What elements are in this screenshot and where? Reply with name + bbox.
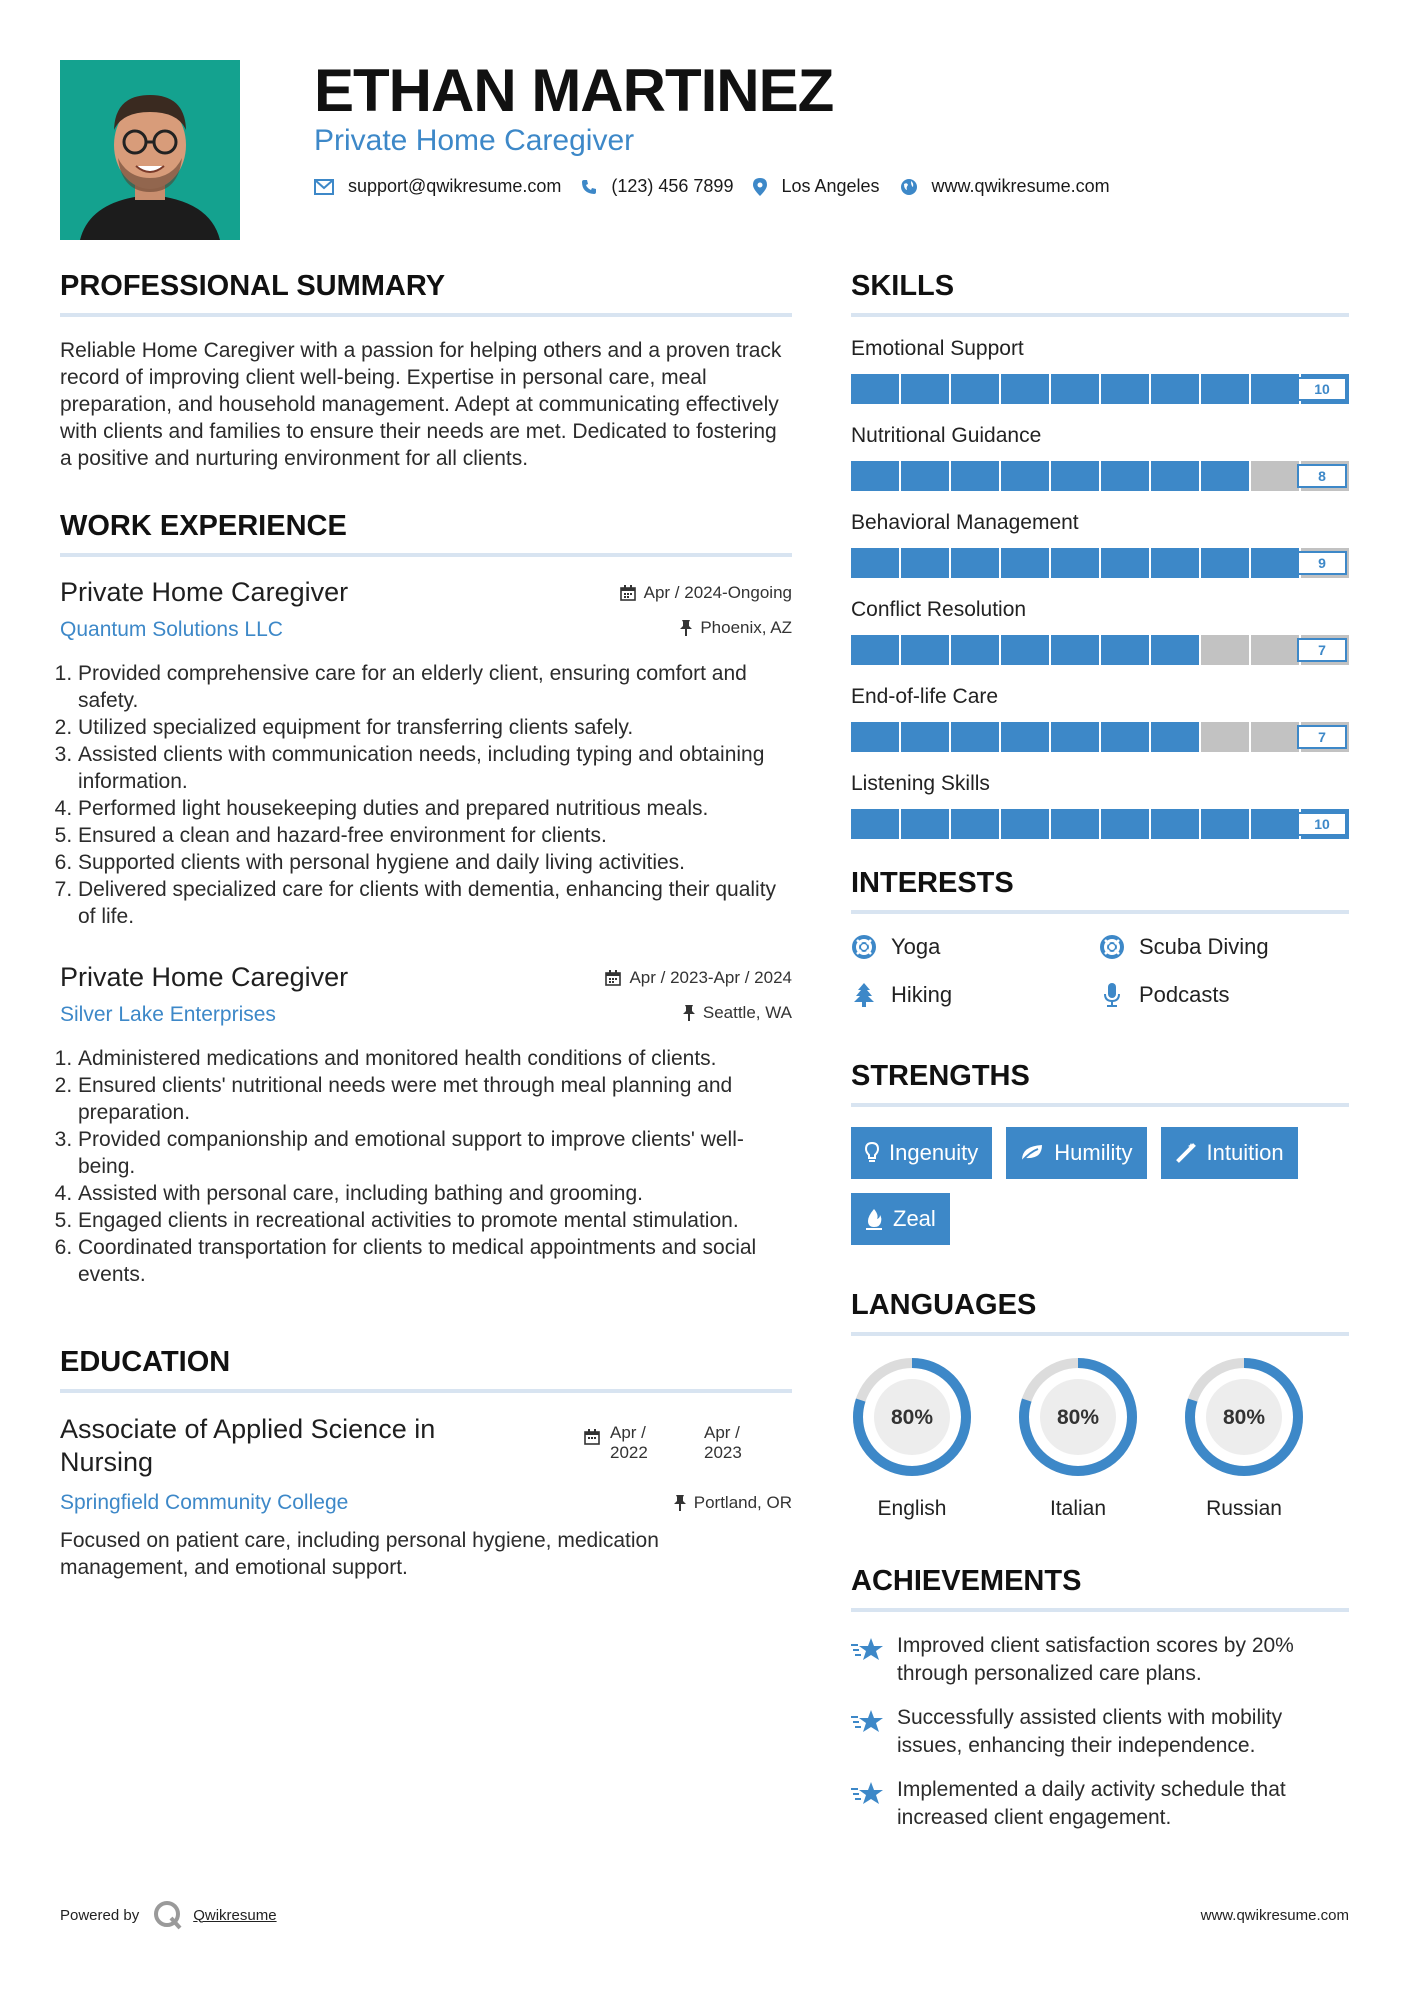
skill-bar-segment xyxy=(951,635,999,665)
skill-bar-segment xyxy=(1251,374,1299,404)
skill-bar-segment xyxy=(1101,374,1149,404)
interest-label: Yoga xyxy=(891,934,941,959)
summary-text: Reliable Home Caregiver with a passion for helping others and a proven track record of improving client well-being. Expertise in personal care, meal preparation, and household management. Adept at communicating effectively with clients and families to ensure their needs are met. Dedicated to fostering a positive and nurturing environment for all clients. xyxy=(60,339,782,470)
job-company: Silver Lake Enterprises xyxy=(60,1003,276,1026)
skill-bar-segment xyxy=(1001,809,1049,839)
achievement-item xyxy=(851,1632,1349,1688)
interest-label: Hiking xyxy=(891,982,953,1007)
skill-bar-segment xyxy=(851,722,899,752)
section-divider xyxy=(60,1389,792,1393)
profile-photo xyxy=(60,60,240,240)
job-duties xyxy=(60,660,792,930)
achievement-item xyxy=(851,1704,1349,1760)
strengths-heading: STRENGTHS xyxy=(851,1060,1030,1092)
job-location xyxy=(680,618,792,638)
globe-icon xyxy=(900,178,918,196)
skill-bar-segment xyxy=(1001,635,1049,665)
list-item: 6. Supported clients with personal hygiene and daily living activities. xyxy=(78,849,792,876)
education-start-date: Apr / 2022 xyxy=(610,1423,648,1462)
school-name: Springfield Community College xyxy=(60,1491,349,1514)
job-date-text: Apr / 2024-Ongoing xyxy=(643,583,792,602)
skill-level-value: 10 xyxy=(1297,377,1347,401)
right-column xyxy=(851,270,1349,1848)
skill-bar-segment xyxy=(1251,548,1299,578)
job-date-text: Apr / 2023-Apr / 2024 xyxy=(629,968,792,987)
pushpin-icon xyxy=(674,1495,686,1511)
job-title: Private Home Caregiver xyxy=(60,962,349,992)
interest-item xyxy=(851,982,1099,1008)
language-percent: 80% xyxy=(1222,1406,1266,1429)
skill-bar-segment xyxy=(1251,722,1299,752)
pushpin-icon xyxy=(680,620,692,636)
pushpin-icon xyxy=(683,1005,695,1021)
skill-bar-segment xyxy=(951,374,999,404)
list-item: 3. Provided companionship and emotional support to improve clients' well-being. xyxy=(78,1126,792,1180)
interests-heading: INTERESTS xyxy=(851,867,1014,899)
strength-tag xyxy=(851,1193,950,1245)
contact-location: Los Angeles xyxy=(781,176,880,196)
contact-phone[interactable]: (123) 456 7899 xyxy=(611,176,734,196)
skill-bar-segment xyxy=(1251,635,1299,665)
candidate-name: ETHAN MARTINEZ xyxy=(314,57,834,124)
languages-list xyxy=(851,1356,1349,1521)
degree-title: Associate of Applied Science in Nursing xyxy=(60,1414,436,1477)
experience-heading: WORK EXPERIENCE xyxy=(60,510,347,542)
contact-email[interactable]: support@qwikresume.com xyxy=(348,176,562,196)
powered-by-text: Powered by xyxy=(60,1906,140,1924)
job-location-text: Phoenix, AZ xyxy=(700,618,792,637)
interest-label: Podcasts xyxy=(1139,982,1230,1007)
skill-item xyxy=(851,337,1349,404)
skill-name: Behavioral Management xyxy=(851,511,1079,534)
skill-level-bar xyxy=(851,809,1349,839)
skill-name: End-of-life Care xyxy=(851,685,999,708)
skill-bar-segment xyxy=(1051,461,1099,491)
skill-bar-segment xyxy=(1001,374,1049,404)
list-item: 5. Ensured a clean and hazard-free environment for clients. xyxy=(78,822,792,849)
skill-bar-segment xyxy=(1101,722,1149,752)
skill-bar-segment xyxy=(1151,461,1199,491)
strength-label: Ingenuity xyxy=(889,1140,979,1165)
language-progress-ring xyxy=(1183,1356,1305,1478)
skill-bar-segment xyxy=(1151,374,1199,404)
skill-level-bar xyxy=(851,461,1349,491)
language-item xyxy=(1017,1356,1139,1521)
interest-item xyxy=(1099,982,1349,1008)
achievement-text: Improved client satisfaction scores by 20% through personalized care plans. xyxy=(897,1634,1294,1685)
skill-bar-segment xyxy=(1201,722,1249,752)
skill-bar-segment xyxy=(1051,374,1099,404)
skill-level-value: 8 xyxy=(1297,464,1347,488)
job-location xyxy=(683,1003,792,1023)
language-item xyxy=(1183,1356,1305,1521)
strengths-list xyxy=(851,1127,1349,1245)
section-divider xyxy=(851,313,1349,317)
strength-tag xyxy=(851,1127,992,1179)
job-duties xyxy=(60,1045,792,1288)
achievement-item xyxy=(851,1776,1349,1832)
skill-bar-segment xyxy=(901,461,949,491)
skill-bar-segment xyxy=(851,548,899,578)
leaf-icon xyxy=(1020,1144,1044,1162)
footer-website[interactable]: www.qwikresume.com xyxy=(1200,1907,1349,1924)
skill-bar-segment xyxy=(1201,635,1249,665)
job-date xyxy=(620,583,792,603)
job-entry xyxy=(60,577,792,930)
qwikresume-logo-icon xyxy=(153,1900,183,1930)
skill-item xyxy=(851,772,1349,839)
skill-level-value: 7 xyxy=(1297,725,1347,749)
skill-bar-segment xyxy=(1201,374,1249,404)
languages-heading: LANGUAGES xyxy=(851,1289,1037,1321)
achievement-text: Successfully assisted clients with mobility issues, enhancing their independence. xyxy=(897,1706,1283,1757)
skill-bar-segment xyxy=(851,461,899,491)
lifebuoy-icon xyxy=(851,934,877,960)
skill-bar-segment xyxy=(1051,809,1099,839)
phone-icon xyxy=(581,179,597,195)
list-item: 4. Performed light housekeeping duties and prepared nutritious meals. xyxy=(78,795,792,822)
skill-item xyxy=(851,598,1349,665)
language-name: Russian xyxy=(1206,1497,1282,1520)
skill-bar-segment xyxy=(1101,635,1149,665)
skill-bar-segment xyxy=(901,548,949,578)
skill-bar-segment xyxy=(951,548,999,578)
language-name: Italian xyxy=(1049,1497,1107,1520)
language-name: English xyxy=(877,1497,947,1520)
job-entry xyxy=(60,962,792,1288)
section-divider xyxy=(851,1608,1349,1612)
skill-bar-segment xyxy=(901,635,949,665)
language-percent: 80% xyxy=(1056,1406,1100,1429)
list-item: 1. Provided comprehensive care for an elderly client, ensuring comfort and safety. xyxy=(78,660,792,714)
skill-bar-segment xyxy=(1001,461,1049,491)
skill-bar-segment xyxy=(1251,809,1299,839)
skill-level-bar xyxy=(851,635,1349,665)
lightbulb-icon xyxy=(865,1142,879,1164)
education-dates xyxy=(584,1423,758,1463)
skill-bar-segment xyxy=(1201,809,1249,839)
job-title: Private Home Caregiver xyxy=(60,577,349,607)
skill-bar-segment xyxy=(851,809,899,839)
school-location-text: Portland, OR xyxy=(693,1493,792,1512)
left-column xyxy=(60,270,792,1581)
skill-level-value: 9 xyxy=(1297,551,1347,575)
job-company: Quantum Solutions LLC xyxy=(60,618,283,641)
skill-level-value: 10 xyxy=(1297,812,1347,836)
achievements-heading: ACHIEVEMENTS xyxy=(851,1565,1082,1597)
list-item: 7. Delivered specialized care for clients with dementia, enhancing their quality of life. xyxy=(78,876,792,930)
interest-label: Scuba Diving xyxy=(1139,934,1269,959)
skill-bar-segment xyxy=(901,722,949,752)
strength-label: Intuition xyxy=(1206,1140,1284,1165)
section-divider xyxy=(851,910,1349,914)
language-progress-ring xyxy=(851,1356,973,1478)
section-divider xyxy=(60,313,792,317)
list-item: 3. Assisted clients with communication needs, including typing and obtaining information. xyxy=(78,741,792,795)
tree-icon xyxy=(851,982,877,1008)
skill-bar-segment xyxy=(1251,461,1299,491)
language-percent: 80% xyxy=(890,1406,934,1429)
contact-website[interactable]: www.qwikresume.com xyxy=(931,176,1110,196)
strength-label: Zeal xyxy=(893,1206,936,1231)
skill-bar-segment xyxy=(851,635,899,665)
list-item: 6. Coordinated transportation for clients to medical appointments and social events. xyxy=(78,1234,792,1288)
section-divider xyxy=(851,1332,1349,1336)
education-heading: EDUCATION xyxy=(60,1346,231,1378)
calendar-icon xyxy=(620,585,636,601)
skill-level-bar xyxy=(851,722,1349,752)
strength-label: Humility xyxy=(1054,1140,1133,1165)
skill-bar-segment xyxy=(901,374,949,404)
skill-bar-segment xyxy=(1001,722,1049,752)
skill-bar-segment xyxy=(1101,809,1149,839)
skill-level-bar xyxy=(851,374,1349,404)
skill-item xyxy=(851,424,1349,491)
flame-icon xyxy=(865,1208,883,1230)
language-item xyxy=(851,1356,973,1521)
education-description: Focused on patient care, including personal hygiene, medication management, and emotional support. xyxy=(60,1529,659,1579)
skill-bar-segment xyxy=(851,374,899,404)
skill-name: Emotional Support xyxy=(851,337,1024,360)
skill-bar-segment xyxy=(951,722,999,752)
skill-item xyxy=(851,685,1349,752)
section-divider xyxy=(60,553,792,557)
skill-name: Conflict Resolution xyxy=(851,598,1027,621)
skill-bar-segment xyxy=(1151,722,1199,752)
lifebuoy-icon xyxy=(1099,934,1125,960)
achievement-text: Implemented a daily activity schedule that increased client engagement. xyxy=(897,1778,1286,1829)
skill-name: Listening Skills xyxy=(851,772,990,795)
skill-item xyxy=(851,511,1349,578)
magic-wand-icon xyxy=(1175,1142,1197,1164)
section-divider xyxy=(851,1103,1349,1107)
skill-level-value: 7 xyxy=(1297,638,1347,662)
job-date xyxy=(605,968,792,988)
candidate-role: Private Home Caregiver xyxy=(314,124,635,157)
skill-bar-segment xyxy=(1151,809,1199,839)
skills-heading: SKILLS xyxy=(851,270,955,302)
microphone-icon xyxy=(1099,982,1125,1008)
education-end-date: Apr / 2023 xyxy=(704,1423,742,1462)
footer-powered-by xyxy=(60,1900,277,1930)
star-icon xyxy=(851,1632,885,1669)
calendar-icon xyxy=(584,1429,600,1445)
map-marker-icon xyxy=(753,178,767,196)
envelope-icon xyxy=(314,179,334,195)
brand-link[interactable]: Qwikresume xyxy=(193,1906,277,1924)
star-icon xyxy=(851,1776,885,1813)
skills-list xyxy=(851,337,1349,839)
list-item: 4. Assisted with personal care, including bathing and grooming. xyxy=(78,1180,792,1207)
skill-bar-segment xyxy=(1201,548,1249,578)
skill-bar-segment xyxy=(1001,548,1049,578)
calendar-icon xyxy=(605,970,621,986)
skill-bar-segment xyxy=(1201,461,1249,491)
school-location xyxy=(674,1493,792,1513)
skill-bar-segment xyxy=(1051,635,1099,665)
skill-bar-segment xyxy=(1101,548,1149,578)
education-entry xyxy=(60,1413,792,1581)
list-item: 2. Ensured clients' nutritional needs were met through meal planning and preparation. xyxy=(78,1072,792,1126)
interest-item xyxy=(1099,934,1349,960)
skill-bar-segment xyxy=(901,809,949,839)
star-icon xyxy=(851,1704,885,1741)
job-location-text: Seattle, WA xyxy=(702,1003,792,1022)
skill-level-bar xyxy=(851,548,1349,578)
skill-bar-segment xyxy=(1151,635,1199,665)
list-item: 1. Administered medications and monitored health conditions of clients. xyxy=(78,1045,792,1072)
interests-list xyxy=(851,934,1349,1008)
strength-tag xyxy=(1006,1127,1146,1179)
summary-heading: PROFESSIONAL SUMMARY xyxy=(60,270,446,302)
skill-bar-segment xyxy=(1051,722,1099,752)
list-item: 2. Utilized specialized equipment for transferring clients safely. xyxy=(78,714,792,741)
strength-tag xyxy=(1161,1127,1298,1179)
skill-bar-segment xyxy=(951,809,999,839)
skill-bar-segment xyxy=(1101,461,1149,491)
skill-bar-segment xyxy=(1051,548,1099,578)
contact-bar xyxy=(314,176,1130,197)
skill-name: Nutritional Guidance xyxy=(851,424,1042,447)
language-progress-ring xyxy=(1017,1356,1139,1478)
skill-bar-segment xyxy=(951,461,999,491)
list-item: 5. Engaged clients in recreational activities to promote mental stimulation. xyxy=(78,1207,792,1234)
skill-bar-segment xyxy=(1151,548,1199,578)
achievements-list xyxy=(851,1632,1349,1832)
interest-item xyxy=(851,934,1099,960)
